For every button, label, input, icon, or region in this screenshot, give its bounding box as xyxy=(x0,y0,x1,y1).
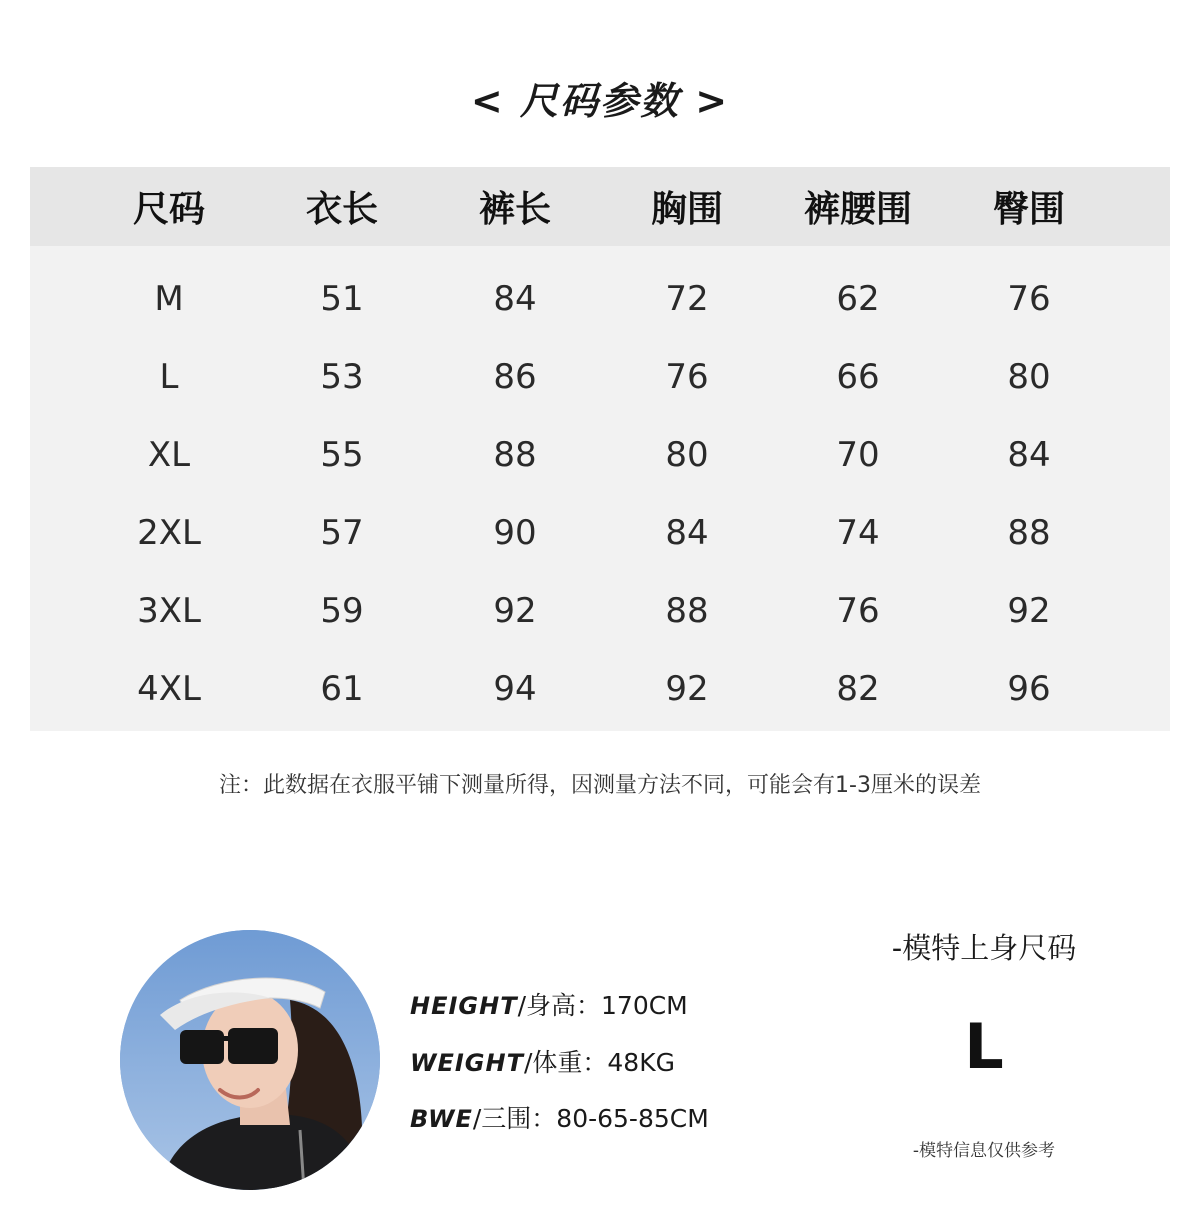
table-cell: 72 xyxy=(665,279,709,319)
page-title: < 尺码参数 > xyxy=(470,79,730,123)
header-hip: 臀围 xyxy=(992,189,1066,230)
table-cell: 2XL xyxy=(137,513,201,553)
table-cell: 92 xyxy=(493,591,537,631)
table-cell: 57 xyxy=(320,513,364,553)
header-top-length: 衣长 xyxy=(305,189,379,230)
table-cell: 80 xyxy=(665,435,709,475)
model-size-value: L xyxy=(964,1010,1004,1083)
table-row xyxy=(30,338,1170,416)
model-photo xyxy=(120,930,380,1190)
table-cell: 76 xyxy=(665,357,709,397)
table-row xyxy=(30,494,1170,572)
model-weight xyxy=(410,1043,675,1079)
table-cell: 88 xyxy=(1007,513,1051,553)
measurement-note: 注：此数据在衣服平铺下测量所得，因测量方法不同，可能会有1-3厘米的误差 xyxy=(219,773,981,798)
table-cell: 55 xyxy=(320,435,364,475)
header-pants-length: 裤长 xyxy=(478,189,552,230)
table-cell: 96 xyxy=(1007,669,1051,709)
bwe-value: /三围：80-65-85CM xyxy=(472,1104,709,1133)
table-cell: 82 xyxy=(836,669,880,709)
height-value: /身高：170CM xyxy=(517,991,688,1020)
table-cell: 86 xyxy=(493,357,537,397)
table-cell: 74 xyxy=(836,513,880,553)
table-cell: 92 xyxy=(665,669,709,709)
table-cell: 76 xyxy=(1007,279,1051,319)
table-row xyxy=(30,650,1170,728)
table-header xyxy=(30,167,1170,246)
table-cell: L xyxy=(159,357,179,397)
table-row xyxy=(30,260,1170,338)
weight-value: /体重：48KG xyxy=(523,1048,675,1077)
table-cell: 88 xyxy=(665,591,709,631)
header-chest: 胸围 xyxy=(650,189,724,230)
table-body xyxy=(30,246,1170,731)
weight-label-en: WEIGHT xyxy=(410,1049,524,1077)
table-cell: 61 xyxy=(320,669,364,709)
table-cell: M xyxy=(154,279,184,319)
table-cell: 76 xyxy=(836,591,880,631)
table-row xyxy=(30,416,1170,494)
model-measurements xyxy=(410,1099,709,1135)
height-label-en: HEIGHT xyxy=(410,992,518,1020)
table-cell: 62 xyxy=(836,279,880,319)
table-cell: 94 xyxy=(493,669,537,709)
table-cell: 53 xyxy=(320,357,364,397)
model-size-title: -模特上身尺码 xyxy=(891,931,1077,965)
table-cell: 3XL xyxy=(137,591,201,631)
table-cell: 70 xyxy=(836,435,880,475)
model-height xyxy=(410,986,688,1022)
table-cell: XL xyxy=(147,435,191,475)
table-cell: 80 xyxy=(1007,357,1051,397)
table-row xyxy=(30,572,1170,650)
model-disclaimer: -模特信息仅供参考 xyxy=(912,1141,1056,1161)
table-cell: 84 xyxy=(665,513,709,553)
header-waist: 裤腰围 xyxy=(803,189,913,230)
table-cell: 84 xyxy=(493,279,537,319)
table-cell: 90 xyxy=(493,513,537,553)
header-size: 尺码 xyxy=(132,189,206,230)
table-cell: 88 xyxy=(493,435,537,475)
table-cell: 92 xyxy=(1007,591,1051,631)
size-table xyxy=(30,167,1170,731)
table-cell: 66 xyxy=(836,357,880,397)
table-cell: 4XL xyxy=(137,669,201,709)
bwe-label-en: BWE xyxy=(410,1105,473,1133)
table-cell: 51 xyxy=(320,279,364,319)
table-cell: 59 xyxy=(320,591,364,631)
table-cell: 84 xyxy=(1007,435,1051,475)
